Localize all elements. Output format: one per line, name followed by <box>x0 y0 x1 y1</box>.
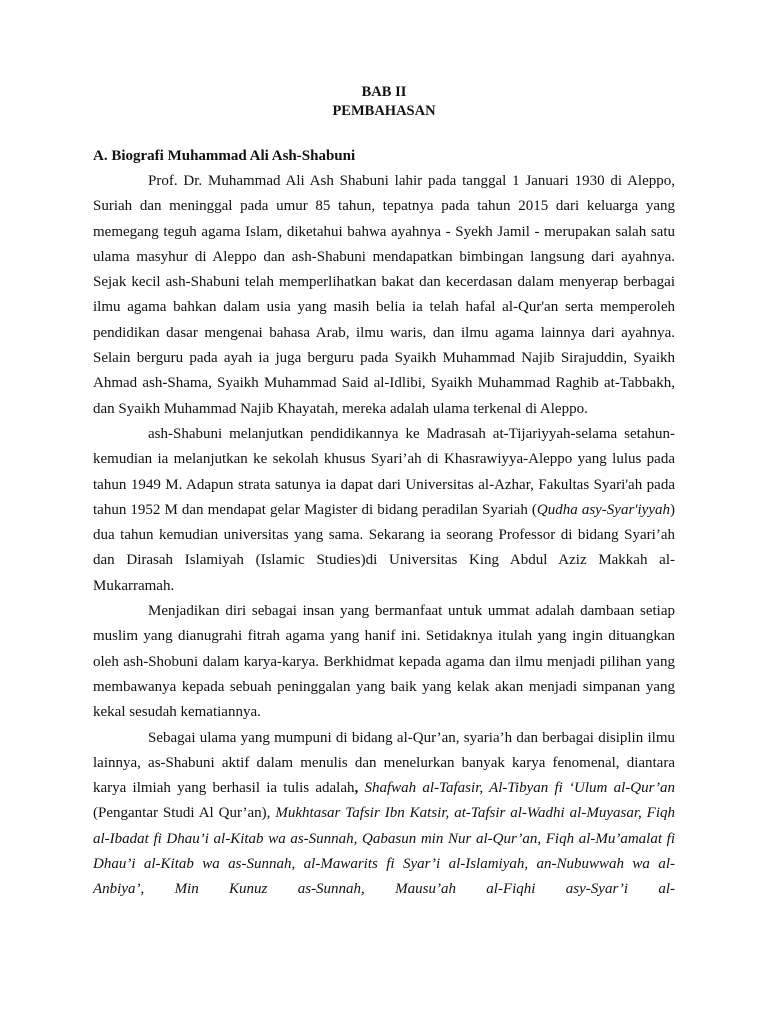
paragraph-4-text-a: Sebagai ulama yang mumpuni di bidang al-Qur’an, syaria’h dan berbagai disiplin ilmu lainnya, as-Shabuni aktif dalam menulis dan menelurkan banyak karya fenomenal, diantara karya ilmiah yang berhasil ia tulis adalah <box>93 729 675 797</box>
paragraph-4-italic-3: Fiqh al-Mu’amalat fi Dhau’i al-Kitab wa as-Sunnah, al-Mawarits fi Syar’i al-Islamiyah, an-Nubuwwah wa al-Anbiya’, Min Kunuz as-Sunnah, Mausu’ah al-Fiqhi asy-Syar’i al- <box>93 830 675 898</box>
paragraph-2 <box>93 422 675 599</box>
paragraph-2-text-a: ash-Shabuni melanjutkan pendidikannya ke Madrasah at-Tijariyyah-selama setahun-kemudian ia melanjutkan ke sekolah khusus Syari’ah di Khasrawiyya-Aleppo yang lulus pada tahun 1949 M. Adapun strata satunya ia dapat dari Universitas al-Azhar, Fakultas Syari'ah pada tahun 1952 M dan mendapat gelar Magister di bidang peradilan Syariah ( <box>93 425 675 518</box>
paragraph-2-text-b: ) dua tahun kemudian universitas yang sama. Sekarang ia seorang Professor di bidang Syari’ah dan Dirasah Islamiyah (Islamic Studies)di Universitas King Abdul Aziz Makkah al-Mukarramah. <box>93 501 675 594</box>
paragraph-4-italic-2: Mukhtasar Tafsir Ibn Katsir, at-Tafsir al-Wadhi al-Muyasar, Fiqh al-Ibadat fi Dhau’i al-Kitab wa as-Sunnah, Qabasun min Nur al-Qur’an <box>93 805 676 847</box>
paragraph-4-comma: , <box>354 780 359 797</box>
paragraph-4-text-c: , <box>537 830 546 847</box>
paragraph-2-italic: Qudha asy-Syar'iyyah <box>536 501 670 518</box>
body-text <box>93 169 675 903</box>
paragraph-4-text-b: (Pengantar Studi Al Qur’an), <box>93 805 276 822</box>
chapter-title: PEMBAHASAN <box>332 103 436 119</box>
paragraph-1: Prof. Dr. Muhammad Ali Ash Shabuni lahir pada tanggal 1 Januari 1930 di Aleppo, Suriah dan meninggal pada umur 85 tahun, tepatnya pada tahun 2015 dari keluarga yang memegang teguh agama Islam, diketahui bahwa ayahnya - Syekh Jamil - merupakan salah satu ulama masyhur di Aleppo dan ash-Shabuni mendapatkan bimbingan langsung dari ayahnya. Sejak kecil ash-Shabuni telah memperlihatkan bakat dan kecerdasan dalam menyerap berbagai ilmu agama bahkan dalam usia yang masih belia ia telah hafal al-Qur'an serta memperoleh pendidikan dasar mengenai bahasa Arab, ilmu waris, dan ilmu agama lainnya dari ayahnya. Selain berguru pada ayah ia juga berguru pada Syaikh Muhammad Najib Sirajuddin, Syaikh Ahmad ash-Shama, Syaikh Muhammad Said al-Idlibi, Syaikh Muhammad Raghib at-Tabbakh, dan Syaikh Muhammad Najib Khayatah, mereka adalah ulama terkenal di Aleppo. <box>93 173 675 417</box>
section-heading: A. Biografi Muhammad Ali Ash-Shabuni <box>93 148 356 164</box>
paragraph-4-italic-1: Shafwah al-Tafasir, Al-Tibyan fi ‘Ulum al-Qur’an <box>364 780 675 797</box>
paragraph-4 <box>93 726 675 903</box>
paragraph-3: Menjadikan diri sebagai insan yang bermanfaat untuk ummat adalah dambaan setiap muslim yang dianugrahi fitrah agama yang hanif ini. Setidaknya itulah yang ingin dituangkan oleh ash-Shobuni dalam karya-karya. Berkhidmat kepada agama dan ilmu menjadi pilihan yang membawanya kepada sebuah peninggalan yang baik yang kelak akan menjadi simpanan yang kekal sesudah kematiannya. <box>93 603 675 721</box>
chapter-heading: BAB II <box>361 84 407 100</box>
